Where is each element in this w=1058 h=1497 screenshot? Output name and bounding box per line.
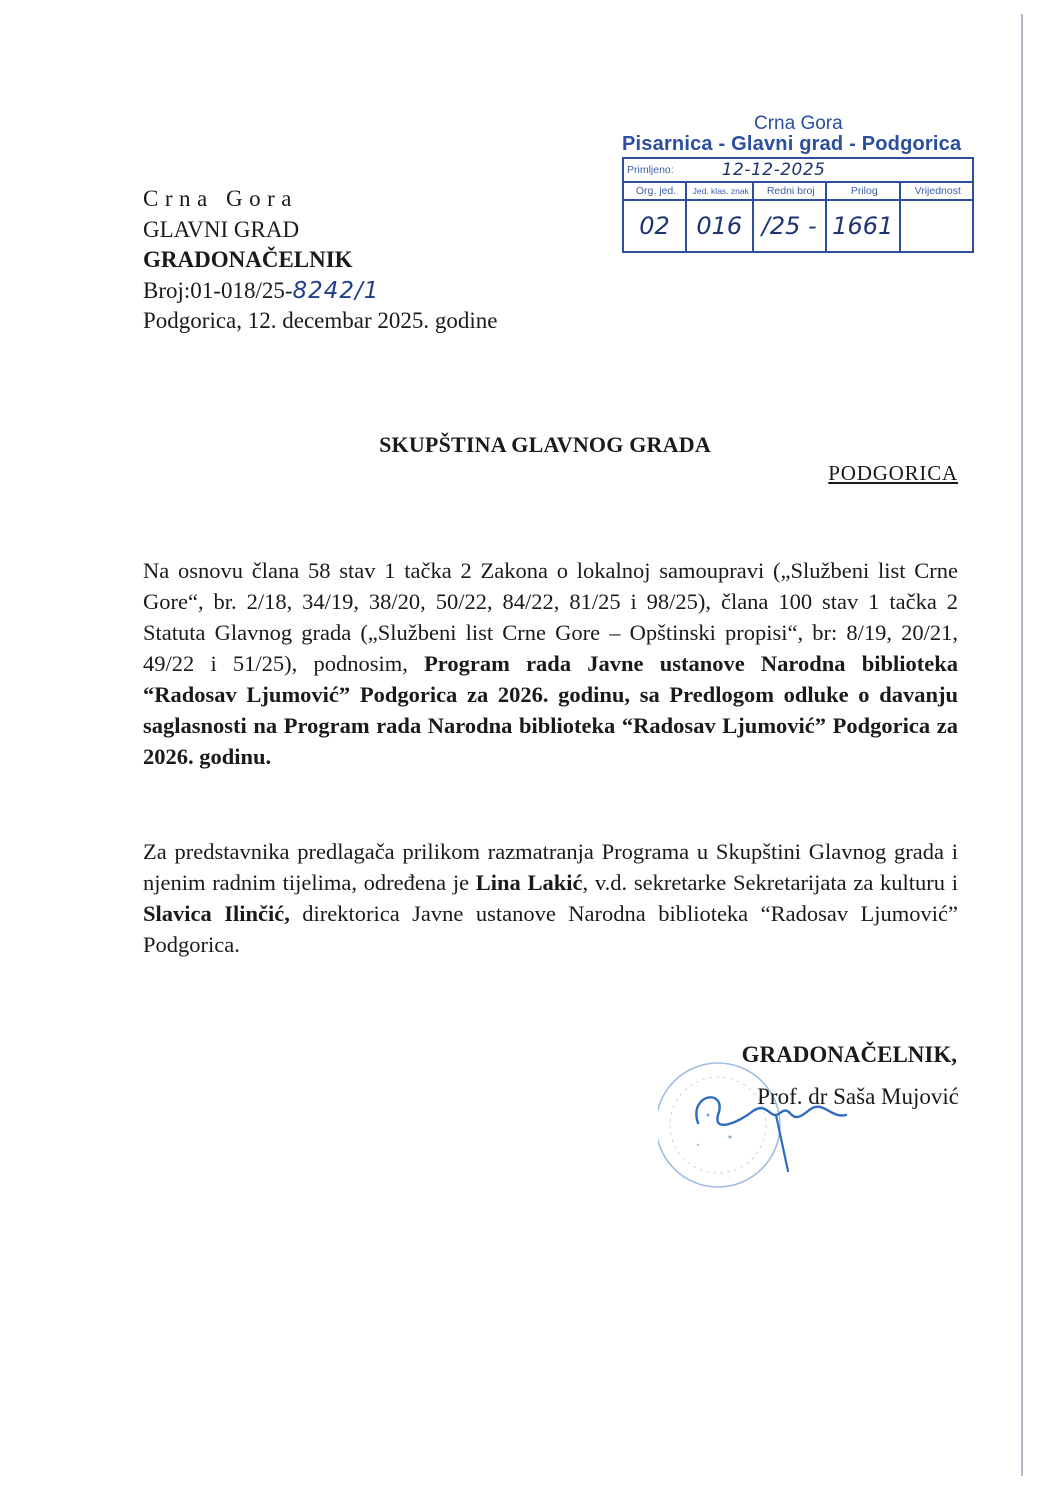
reference-number	[143, 276, 498, 307]
registry-stamp	[612, 108, 987, 298]
page-edge-line	[1021, 14, 1023, 1476]
stamp-cell-org	[623, 200, 686, 252]
stamp-cell-attachment	[826, 200, 900, 252]
country-name: Crna Gora	[143, 186, 298, 211]
stamp-received-row	[623, 158, 973, 182]
program-title: Program rada Javne ustanove Narodna biblioteka “Radosav Ljumović” Podgorica za 2026. godinu, sa Predlogom odluke o davanju saglasnosti na Program rada Narodna biblioteka “Radosav Ljumović” Podgorica za 2026. godinu.	[143, 651, 958, 769]
stamp-value-class: 016	[696, 212, 743, 240]
stamp-col-org: Org. jed.	[623, 182, 686, 200]
stamp-line-1: Crna Gora	[754, 113, 843, 134]
stamp-col-attachment: Prilog	[826, 182, 900, 200]
stamp-cell-value	[900, 200, 974, 252]
stamp-value-serial: /25 -	[761, 212, 817, 240]
paragraph-legal-basis	[143, 555, 958, 772]
stamp-col-value: Vrijednost	[900, 182, 974, 200]
stamp-table	[622, 157, 974, 253]
representatives-text-b: , v.d. sekretarke Sekretarijata za kulturu i	[582, 870, 958, 895]
signature-title: GRADONAČELNIK,	[741, 1042, 957, 1067]
stamp-value-attachment: 1661	[832, 212, 894, 240]
stamp-col-serial: Redni broj	[753, 182, 827, 200]
recipient-title: SKUPŠTINA GLAVNOG GRADA	[379, 432, 711, 457]
letterhead	[143, 184, 498, 337]
reference-prefix: Broj:01-018/25-	[143, 277, 293, 303]
stamp-received-label: Primljeno:	[627, 163, 674, 176]
stamp-col-class: Jed. klas. znak	[686, 182, 753, 200]
representatives-text-c: direktorica Javne ustanove Narodna biblioteka “Radosav Ljumović” Podgorica.	[143, 901, 959, 957]
stamp-received-date: 12-12-2025	[721, 160, 826, 180]
representative-1: Lina Lakić	[475, 870, 583, 895]
stamp-cell-class	[686, 200, 753, 252]
legal-basis-text: Na osnovu člana 58 stav 1 tačka 2 Zakona o lokalnoj samoupravi („Službeni list Crne Gore“, br. 2/18, 34/19, 38/20, 50/22, 84/22, 81/25 i 98/25), člana 100 stav 1 tačka 2 Statuta Glavnog grada („Službeni list Crne Gore – Opštinski propisi“, br: 8/19, 20/21, 49/22 i 51/25), podnosim,	[143, 558, 958, 676]
recipient-city: PODGORICA	[828, 461, 958, 485]
reference-handwritten: 8242/1	[292, 277, 380, 304]
official-seal-icon	[658, 1045, 848, 1205]
stamp-value-org: 02	[639, 212, 670, 240]
city-body: GLAVNI GRAD	[143, 216, 300, 242]
stamp-cell-serial	[753, 200, 827, 252]
signatory-name: Prof. dr Saša Mujović	[757, 1084, 959, 1109]
place-date: Podgorica, 12. decembar 2025. godine	[143, 308, 498, 333]
stamp-line-2: Pisarnica - Glavni grad - Podgorica	[622, 133, 962, 155]
representative-2: Slavica Ilinčić,	[143, 901, 290, 926]
office-name: GRADONAČELNIK	[143, 247, 353, 272]
representatives-text-a: Za predstavnika predlagača prilikom razmatranja Programa u Skupštini Glavnog grada i njenim radnim tijelima, određena je	[143, 839, 958, 895]
paragraph-representatives	[143, 836, 958, 960]
